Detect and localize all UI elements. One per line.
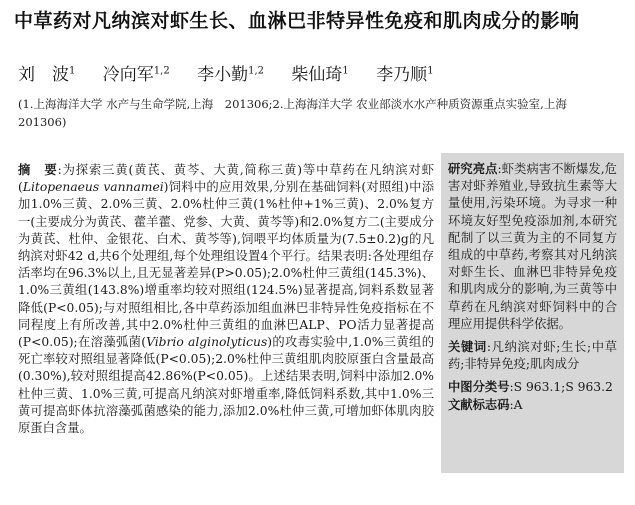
abstract-text: :为探索三黄(黄芪、黄芩、大黄,简称三黄)等中草药在凡纳滨对虾( bbox=[18, 163, 434, 195]
author: 冷向军$^{1,2}$ bbox=[102, 65, 170, 85]
clc-value: :S 963.1;S 963.2 bbox=[509, 380, 613, 395]
keywords-label: 关键词 bbox=[448, 340, 487, 355]
abstract bbox=[18, 162, 434, 437]
paper-title: 中草药对凡纳滨对虾生长、血淋巴非特异性免疫和肌肉成分的影响 bbox=[14, 10, 580, 32]
species-name: Litopenaeus vannamei bbox=[22, 180, 164, 195]
author: 李小勤$^{1,2}$ bbox=[197, 65, 264, 85]
keywords-text: :凡纳滨对虾;生长;中草药;非特异免疫;肌肉成分 bbox=[448, 340, 617, 372]
document-code bbox=[448, 397, 617, 414]
highlights bbox=[448, 161, 617, 333]
author: 柴仙琦$^1$ bbox=[291, 65, 349, 85]
clc-label: 中图分类号 bbox=[448, 380, 510, 395]
affiliations: (1.上海海洋大学 水产与生命学院,上海 201306;2.上海海洋大学 农业部淡水水产种质资源重点实验室,上海 201306) bbox=[18, 97, 579, 129]
author: 刘 波$^1$ bbox=[18, 65, 76, 85]
clc-number bbox=[448, 379, 617, 396]
abstract-label: 摘 要 bbox=[18, 163, 58, 177]
author: 李乃顺$^1$ bbox=[376, 65, 434, 85]
keywords bbox=[448, 339, 617, 373]
species-name: Vibrio alginolyticus bbox=[146, 335, 268, 350]
highlights-label: 研究亮点 bbox=[448, 162, 498, 176]
doc-code-value: :A bbox=[509, 397, 523, 412]
highlights-text: :虾类病害不断爆发,危害对虾养殖业,导致抗生素等大量使用,污染环境。为寻求一种环境友好型免疫添加剂,本研究配制了以三黄为主的不同复方组成的中草药,考察其对凡纳滨对虾生长、血淋巴非特异免疫和肌肉成分的影响,为三黄等中草药在凡纳滨对虾饲料中的合理应用提供科学依据。 bbox=[448, 162, 617, 331]
abstract-text: )饲料中的应用效果,分别在基础饲料(对照组)中添加1.0%三黄、2.0%三黄、2.0%杜仲三黄(1%杜仲+1%三黄)、2.0%复方一(主要成分为黄芪、藿羊藿、党参、大黄、黄芩等)和2.0%复方二(主要成分为黄芪、杜仲、金银花、白术、黄芩等),饲喂平均体质量为(7.5±0.2)g的凡纳滨对虾42 d,共6个处理组,每个处理组设置4个平行。结果表明:各处理组存活率均在96.3%以上,且无显著差异(P>0.05);2.0%杜仲三黄组(145.3%)、1.0%三黄组(143.8%)增重率均较对照组(124.5%)显著提高,饲料系数显著降低(P<0.05);与对照组相比,各中草药添加组血淋巴非特异性免疫指标在不同程度上有所改善,其中2.0%杜仲三黄组的血淋巴ALP、PO活力显著提高(P<0.05);在溶藻弧菌( bbox=[18, 180, 434, 350]
author-list bbox=[18, 60, 618, 85]
abstract-text: )的攻毒实验中,1.0%三黄组的死亡率较对照组显著降低(P<0.05);2.0%杜仲三黄组肌肉胶原蛋白含量最高(0.30%),较对照组提高42.86%(P<0.05)。上述结果表明,饲料中添加2.0%杜仲三黄、1.0%三黄,可提高凡纳滨对虾增重率,降低饲料系数,其中1.0%三黄可提高虾体抗溶藻弧菌感染的能力,添加2.0%杜仲三黄,可增加虾体肌肉胶原蛋白含量。 bbox=[18, 335, 434, 436]
highlights-box bbox=[441, 153, 624, 473]
doc-code-label: 文献标志码 bbox=[448, 397, 510, 412]
